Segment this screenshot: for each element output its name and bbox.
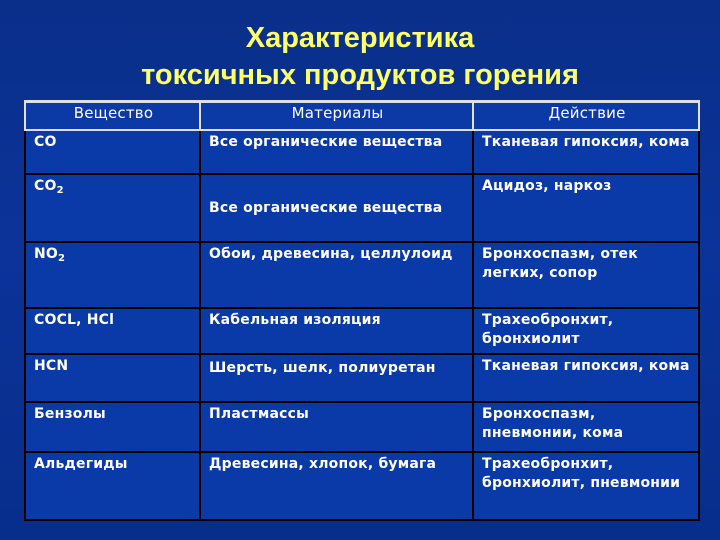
cell-action: Ацидоз, наркоз <box>473 174 699 242</box>
cell-materials: Кабельная изоляция <box>200 308 473 354</box>
cell-substance <box>25 174 200 242</box>
substance-subscript: 2 <box>56 184 64 196</box>
table-row <box>25 174 699 242</box>
cell-materials: Все органические вещества <box>200 130 473 174</box>
cell-materials: Обои, древесина, целлулоид <box>200 242 473 308</box>
cell-action: Бронхоспазм, отек легких, сопор <box>473 242 699 308</box>
substance-name: CO <box>34 177 57 194</box>
cell-action: Бронхоспазм, пневмонии, кома <box>473 402 699 452</box>
cell-substance <box>25 308 200 354</box>
substance-subscript: 2 <box>58 252 66 264</box>
header-materials: Материалы <box>200 102 473 130</box>
table-row <box>25 130 699 174</box>
cell-materials: Пластмассы <box>200 402 473 452</box>
cell-substance <box>25 242 200 308</box>
cell-action: Тканевая гипоксия, кома <box>473 130 699 174</box>
cell-substance <box>25 452 200 520</box>
slide-title-line1: Характеристика <box>245 22 475 54</box>
cell-action: Трахеобронхит, бронхиолит <box>473 308 699 354</box>
cell-substance <box>25 402 200 452</box>
header-action: Действие <box>473 102 699 130</box>
substance-name: Альдегиды <box>34 455 128 472</box>
cell-action: Тканевая гипоксия, кома <box>473 354 699 402</box>
cell-materials: Древесина, хлопок, бумага <box>200 452 473 520</box>
cell-materials: Шерсть, шелк, полиуретан <box>200 354 473 402</box>
table-row <box>25 452 699 520</box>
cell-substance <box>25 354 200 402</box>
toxic-products-table <box>24 100 700 521</box>
cell-substance <box>25 130 200 174</box>
table-header-row <box>25 102 699 130</box>
substance-name: Бензолы <box>34 405 106 422</box>
substance-name: COCL, HCl <box>34 311 115 328</box>
substance-name: HCN <box>34 357 69 374</box>
table-row <box>25 354 699 402</box>
table-row <box>25 242 699 308</box>
table-row <box>25 402 699 452</box>
slide-title-line2: токсичных продуктов горения <box>141 59 579 91</box>
substance-name: NO <box>34 245 59 262</box>
slide-title <box>0 20 720 94</box>
materials-text: Все органические вещества <box>209 199 443 216</box>
table-row <box>25 308 699 354</box>
header-substance: Вещество <box>25 102 200 130</box>
substance-name: CO <box>34 133 57 150</box>
cell-materials <box>200 174 473 242</box>
cell-action: Трахеобронхит, бронхиолит, пневмонии <box>473 452 699 520</box>
